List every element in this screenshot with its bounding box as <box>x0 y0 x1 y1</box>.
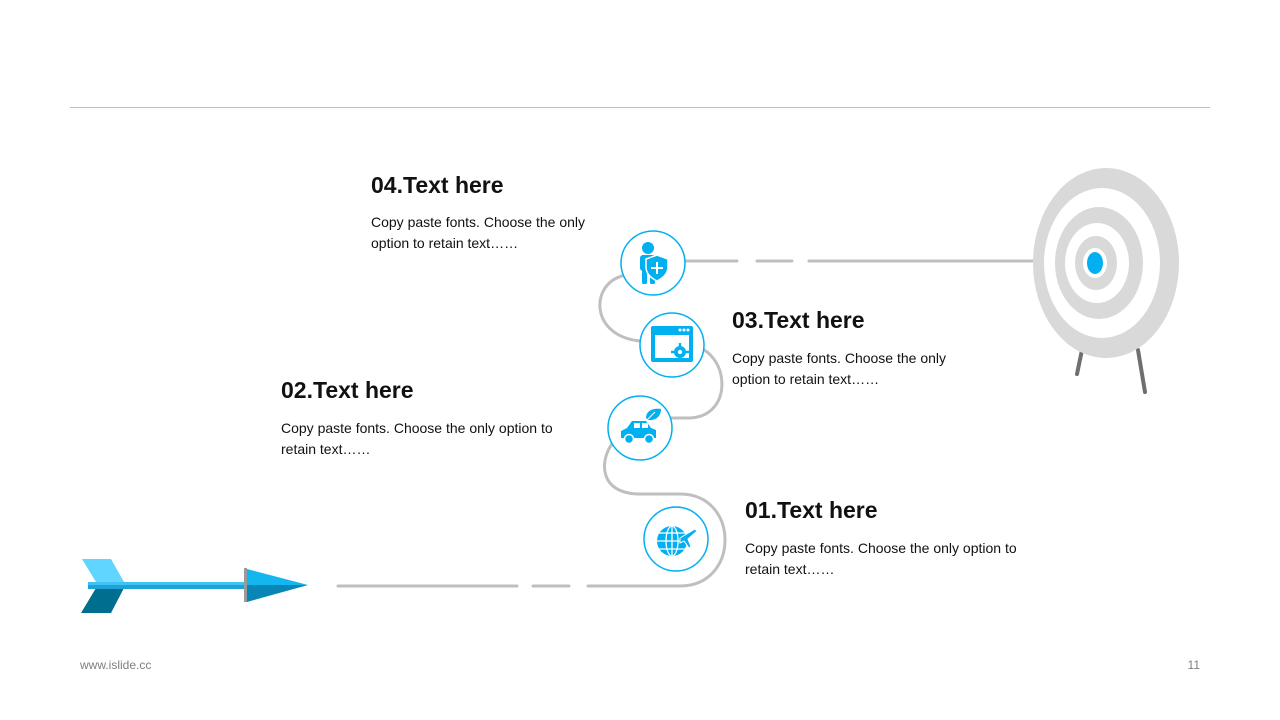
step-4-icon <box>621 231 685 295</box>
arrow-icon <box>81 559 308 613</box>
step-1-icon <box>644 507 708 571</box>
step-3-icon <box>640 313 704 377</box>
footer-website: www.islide.cc <box>80 658 152 672</box>
step-2-description: Copy paste fonts. Choose the only option to retain text…… <box>281 420 553 457</box>
step-1-description: Copy paste fonts. Choose the only option to retain text…… <box>745 540 1017 577</box>
browser-settings-icon <box>651 326 693 362</box>
step-3-description: Copy paste fonts. Choose the only option to retain text…… <box>732 350 947 387</box>
step-1-title: 01.Text here <box>745 497 878 523</box>
step-2-title: 02.Text here <box>281 377 414 403</box>
step-4-description: Copy paste fonts. Choose the only option to retain text…… <box>371 214 586 251</box>
page-number: 11 <box>1187 658 1200 672</box>
step-2-icon <box>608 396 672 460</box>
target-icon <box>1033 168 1179 392</box>
step-3-title: 03.Text here <box>732 307 865 333</box>
step-4-title: 04.Text here <box>371 172 504 198</box>
